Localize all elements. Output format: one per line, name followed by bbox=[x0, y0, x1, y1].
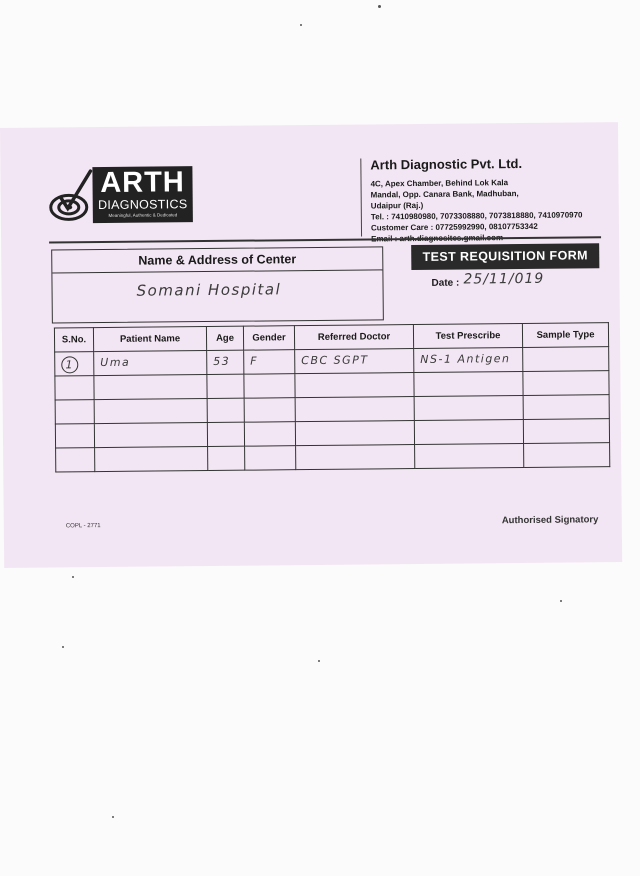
center-name-value[interactable]: Somani Hospital bbox=[136, 280, 282, 300]
cell-referred-doctor[interactable] bbox=[295, 349, 414, 374]
col-test-prescribe: Test Prescribe bbox=[413, 323, 522, 348]
header-divider bbox=[360, 159, 362, 237]
cell-gender[interactable] bbox=[244, 350, 295, 374]
logo-brand: ARTH bbox=[100, 166, 185, 200]
cell-gender[interactable] bbox=[244, 374, 295, 398]
cell-patient-name[interactable] bbox=[94, 399, 207, 424]
cell-sample-type[interactable] bbox=[523, 347, 609, 372]
address-line: Mandal, Opp. Canara Bank, Madhuban, bbox=[370, 189, 519, 200]
col-sample-type: Sample Type bbox=[522, 323, 608, 348]
cell-age[interactable] bbox=[207, 350, 244, 374]
cell-age[interactable] bbox=[208, 446, 245, 470]
cell-referred-doctor[interactable] bbox=[295, 421, 414, 446]
test-prescribe-value: NS-1 Antigen bbox=[420, 352, 511, 366]
authorised-signatory: Authorised Signatory bbox=[501, 514, 599, 527]
customer-care-line: Customer Care : 07725992990, 08107753342 bbox=[370, 221, 538, 233]
company-logo bbox=[48, 166, 197, 223]
patient-name-value: Uma bbox=[100, 355, 131, 370]
requisition-form bbox=[0, 122, 622, 568]
cell-sample-type[interactable] bbox=[523, 395, 609, 420]
company-details bbox=[370, 154, 611, 244]
col-patient-name: Patient Name bbox=[93, 327, 206, 352]
center-heading: Name & Address of Center bbox=[52, 247, 382, 273]
date-label: Date : bbox=[431, 277, 460, 289]
cell-patient-name[interactable] bbox=[94, 351, 207, 376]
center-box bbox=[51, 246, 384, 323]
cell-sample-type[interactable] bbox=[523, 371, 609, 396]
cell-test-prescribe[interactable] bbox=[414, 371, 523, 396]
cell-sample-type[interactable] bbox=[523, 419, 609, 444]
patient-table bbox=[54, 322, 610, 472]
form-code: COPL - 2771 bbox=[65, 523, 101, 530]
logo-wordmark bbox=[92, 166, 193, 223]
col-gender: Gender bbox=[243, 326, 294, 350]
address-line: 4C, Apex Chamber, Behind Lok Kala bbox=[370, 178, 509, 189]
cell-test-prescribe[interactable] bbox=[415, 443, 524, 468]
cell-patient-name[interactable] bbox=[94, 423, 207, 448]
cell-age[interactable] bbox=[207, 398, 244, 422]
cell-gender[interactable] bbox=[245, 446, 296, 470]
cell-referred-doctor[interactable] bbox=[296, 445, 415, 470]
phone-line: Tel. : 7410980980, 7073308880, 7073818880, 7410970970 bbox=[370, 210, 583, 222]
cell-patient-name[interactable] bbox=[95, 447, 208, 472]
sno-value: 1 bbox=[61, 356, 78, 373]
cell-sample-type[interactable] bbox=[524, 443, 610, 468]
cell-test-prescribe[interactable] bbox=[414, 419, 523, 444]
cell-sno[interactable] bbox=[56, 448, 95, 472]
referred-doctor-value: CBC SGPT bbox=[301, 353, 369, 368]
cell-age[interactable] bbox=[207, 374, 244, 398]
logo-tagline: Meaningful, Authentic & Dedicated bbox=[108, 212, 178, 218]
cell-referred-doctor[interactable] bbox=[295, 397, 414, 422]
cell-patient-name[interactable] bbox=[94, 375, 207, 400]
table-row bbox=[56, 443, 610, 472]
cell-test-prescribe[interactable] bbox=[414, 395, 523, 420]
age-value: 53 bbox=[213, 354, 231, 368]
address-line: Udaipur (Raj.) bbox=[370, 200, 424, 211]
col-age: Age bbox=[206, 326, 243, 350]
cell-sno[interactable] bbox=[55, 424, 94, 448]
cell-test-prescribe[interactable] bbox=[414, 347, 523, 372]
col-referred-doctor: Referred Doctor bbox=[294, 325, 413, 350]
form-title: TEST REQUISITION FORM bbox=[411, 243, 599, 270]
target-check-icon bbox=[48, 167, 97, 223]
gender-value: F bbox=[250, 354, 259, 368]
cell-sno[interactable] bbox=[55, 376, 94, 400]
cell-gender[interactable] bbox=[244, 398, 295, 422]
cell-gender[interactable] bbox=[244, 422, 295, 446]
cell-sno[interactable] bbox=[55, 400, 94, 424]
date-value[interactable]: 25/11/019 bbox=[463, 270, 545, 288]
logo-subtitle: DIAGNOSTICS bbox=[97, 197, 188, 213]
cell-sno[interactable] bbox=[55, 352, 94, 376]
col-sno: S.No. bbox=[54, 328, 93, 352]
company-name: Arth Diagnostic Pvt. Ltd. bbox=[370, 155, 523, 173]
cell-referred-doctor[interactable] bbox=[295, 373, 414, 398]
cell-age[interactable] bbox=[207, 422, 244, 446]
